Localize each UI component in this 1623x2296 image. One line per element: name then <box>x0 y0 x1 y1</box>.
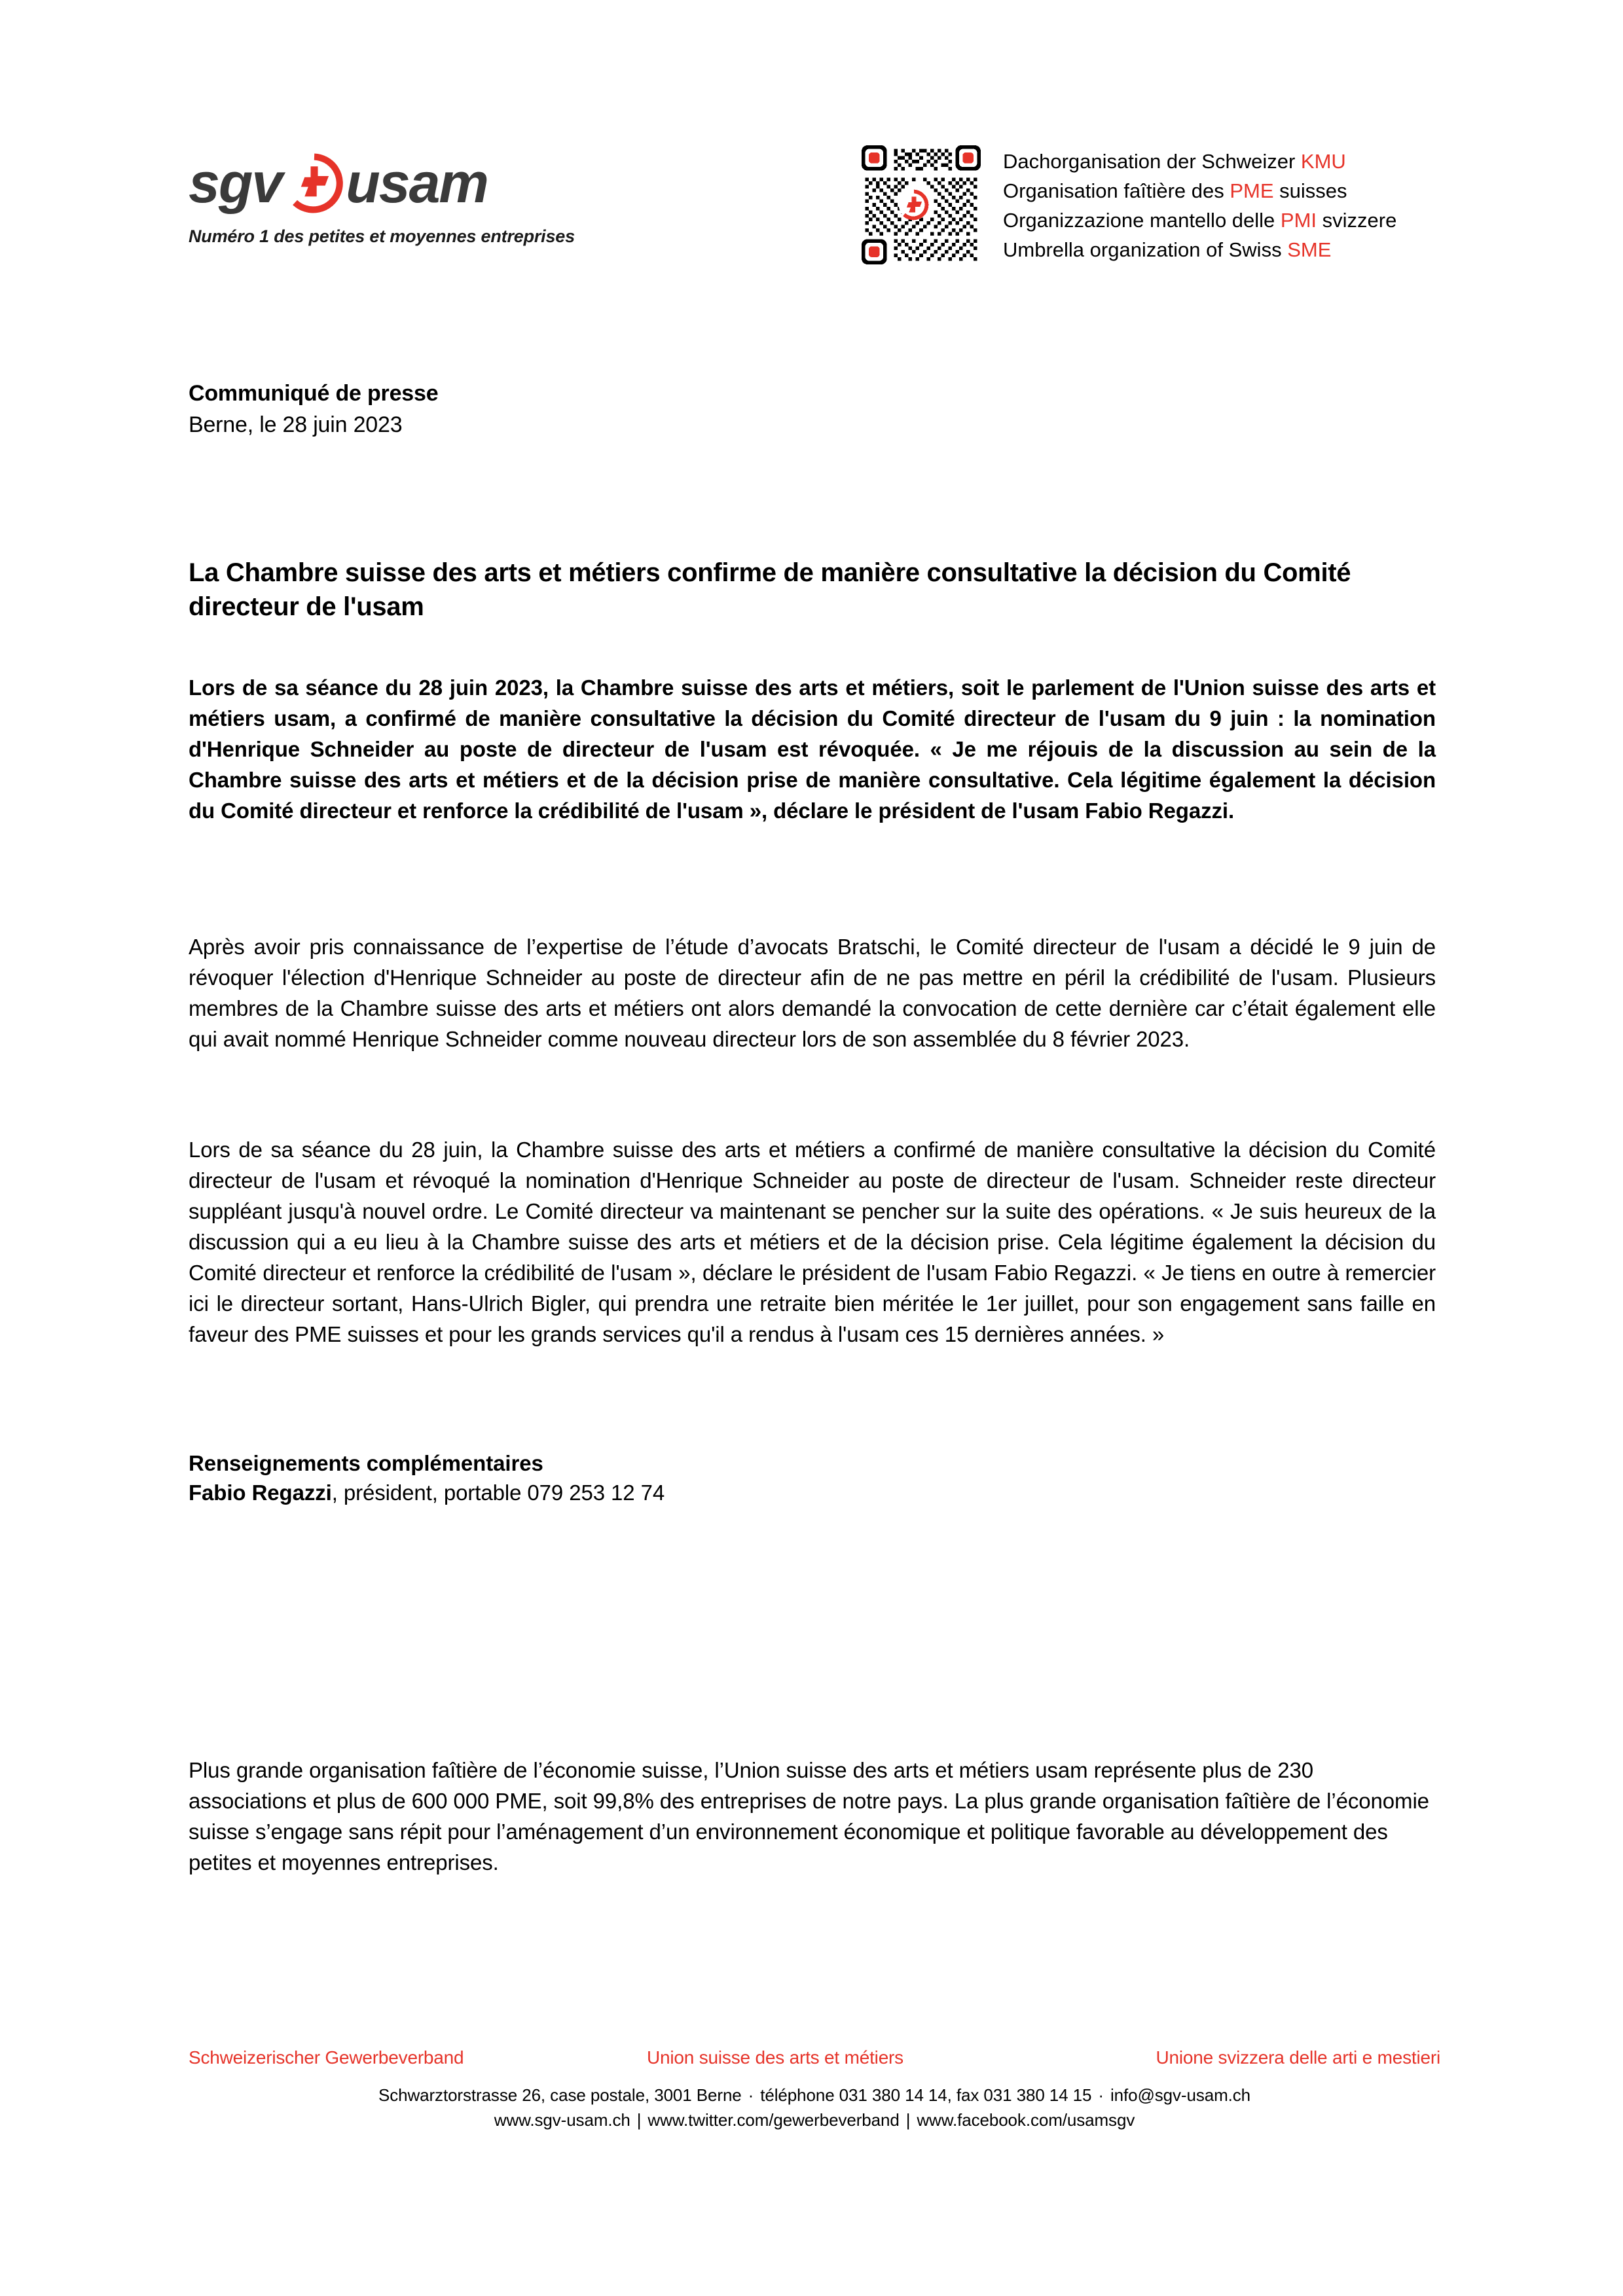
organization-boilerplate: Plus grande organisation faîtière de l’économie suisse, l’Union suisse des arts et métiers usam représente plus de 230 associations et plus de 600 000 PME, soit 99,8% des entreprises de notre pays. La plus grande organisation faîtière de l’économie suisse s’engage sans répit pour l’aménagement d’un environnement économique et politique favorable au développement des petites et moyennes entreprises. <box>189 1758 1429 1874</box>
claim-it-keyword: PMI <box>1280 209 1317 232</box>
lead-paragraph: Lors de sa séance du 28 juin 2023, la Chambre suisse des arts et métiers, soit le parlement de l'Union suisse des arts et métiers usam, a confirmé de manière consultative la décision du Comité directeur de l'usam du 9 juin : la nomination d'Henrique Schneider au poste de directeur de l'usam est révoquée. « Je me réjouis de la discussion au sein de la Chambre suisse des arts et métiers et de la décision prise de manière consultative. Cela légitime également la décision du Comité directeur et renforce la crédibilité de l'usam », déclare le président de l'usam Fabio Regazzi. <box>189 675 1436 823</box>
contact-person <box>189 1480 665 1505</box>
contact-person-name: Fabio Regazzi <box>189 1480 332 1505</box>
claim-line-fr <box>1003 176 1396 206</box>
footer-phone: téléphone 031 380 14 14, fax 031 380 14 15 <box>760 2085 1092 2105</box>
usam-logo <box>189 152 594 247</box>
footer-email-link[interactable]: info@sgv-usam.ch <box>1110 2085 1251 2105</box>
footer-website-link[interactable]: www.sgv-usam.ch <box>494 2110 630 2130</box>
footer-name-fr: Union suisse des arts et métiers <box>647 2047 903 2068</box>
qr-code-icon[interactable] <box>862 145 981 264</box>
footer-name-it: Unione svizzera delle arti e mestieri <box>1156 2047 1440 2068</box>
footer-name-de: Schweizerischer Gewerbeverband <box>189 2047 464 2068</box>
footer-address: Schwarztorstrasse 26, case postale, 3001 Berne <box>378 2085 742 2105</box>
footer-twitter-link[interactable]: www.twitter.com/gewerbeverband <box>647 2110 900 2130</box>
footer-facebook-link[interactable]: www.facebook.com/usamsgv <box>917 2110 1135 2130</box>
claim-fr-suffix: suisses <box>1273 179 1347 202</box>
claim-it-prefix: Organizzazione mantello delle <box>1003 209 1281 232</box>
dateline: Berne, le 28 juin 2023 <box>189 412 403 437</box>
claim-de-keyword: KMU <box>1300 150 1346 173</box>
footer-separator-1: · <box>748 2085 754 2105</box>
footer-address-row <box>189 2083 1440 2108</box>
organization-claims <box>1003 145 1396 264</box>
footer-contact-details <box>189 2083 1440 2132</box>
claim-en-prefix: Umbrella organization of Swiss <box>1003 238 1288 261</box>
document-type-label: Communiqué de presse <box>189 381 439 406</box>
claim-it-suffix: svizzere <box>1317 209 1397 232</box>
page-footer <box>189 2047 1440 2132</box>
logo-wordmark <box>189 152 594 215</box>
logo-text-usam: usam <box>346 152 488 215</box>
usam-cross-emblem-icon <box>284 153 344 213</box>
page-header <box>0 0 1623 288</box>
qr-and-claims <box>862 145 1396 264</box>
logo-text-sgv: sgv <box>189 152 282 215</box>
footer-organization-names <box>189 2047 1440 2068</box>
footer-separator-3: | <box>636 2110 642 2130</box>
body-paragraph-1: Après avoir pris connaissance de l’expertise de l’étude d’avocats Bratschi, le Comité directeur de l'usam a décidé le 9 juin de révoquer l'élection d'Henrique Schneider au poste de directeur afin de ne pas mettre en péril la crédibilité de l'usam. Plusieurs membres de la Chambre suisse des arts et métiers ont alors demandé la convocation de cette dernière car c’était également elle qui avait nommé Henrique Schneider comme nouveau directeur lors de son assemblée du 8 février 2023. <box>189 935 1436 1051</box>
footer-links-row <box>189 2108 1440 2132</box>
claim-de-prefix: Dachorganisation der Schweizer <box>1003 150 1301 173</box>
contact-heading: Renseignements complémentaires <box>189 1451 543 1476</box>
page-title: La Chambre suisse des arts et métiers confirme de manière consultative la décision du Comité directeur de l'usam <box>189 558 1351 621</box>
claim-fr-keyword: PME <box>1230 179 1274 202</box>
logo-tagline: Numéro 1 des petites et moyennes entreprises <box>189 226 575 246</box>
claim-line-de <box>1003 147 1396 176</box>
contact-person-details: , président, portable 079 253 12 74 <box>331 1480 665 1505</box>
claim-line-en <box>1003 235 1396 264</box>
footer-separator-2: · <box>1098 2085 1104 2105</box>
body-paragraph-2: Lors de sa séance du 28 juin, la Chambre suisse des arts et métiers a confirmé de manière consultative la décision du Comité directeur de l'usam et révoqué la nomination d'Henrique Schneider au poste de directeur de l'usam. Schneider reste directeur suppléant jusqu'à nouvel ordre. Le Comité directeur va maintenant se pencher sur la suite des opérations. « Je suis heureux de la discussion qui a eu lieu à la Chambre suisse des arts et métiers et de la décision prise. Cela légitime également la décision du Comité directeur et renforce la crédibilité de l'usam », déclare le président de l'usam Fabio Regazzi. « Je tiens en outre à remercier ici le directeur sortant, Hans-Ulrich Bigler, qui prendra une retraite bien méritée le 1er juillet, pour son engagement sans faille en faveur des PME suisses et pour les grands services qu'il a rendus à l'usam ces 15 dernières années. » <box>189 1138 1436 1346</box>
footer-separator-4: | <box>905 2110 911 2130</box>
claim-fr-prefix: Organisation faîtière des <box>1003 179 1230 202</box>
claim-line-it <box>1003 206 1396 235</box>
claim-en-keyword: SME <box>1287 238 1332 261</box>
